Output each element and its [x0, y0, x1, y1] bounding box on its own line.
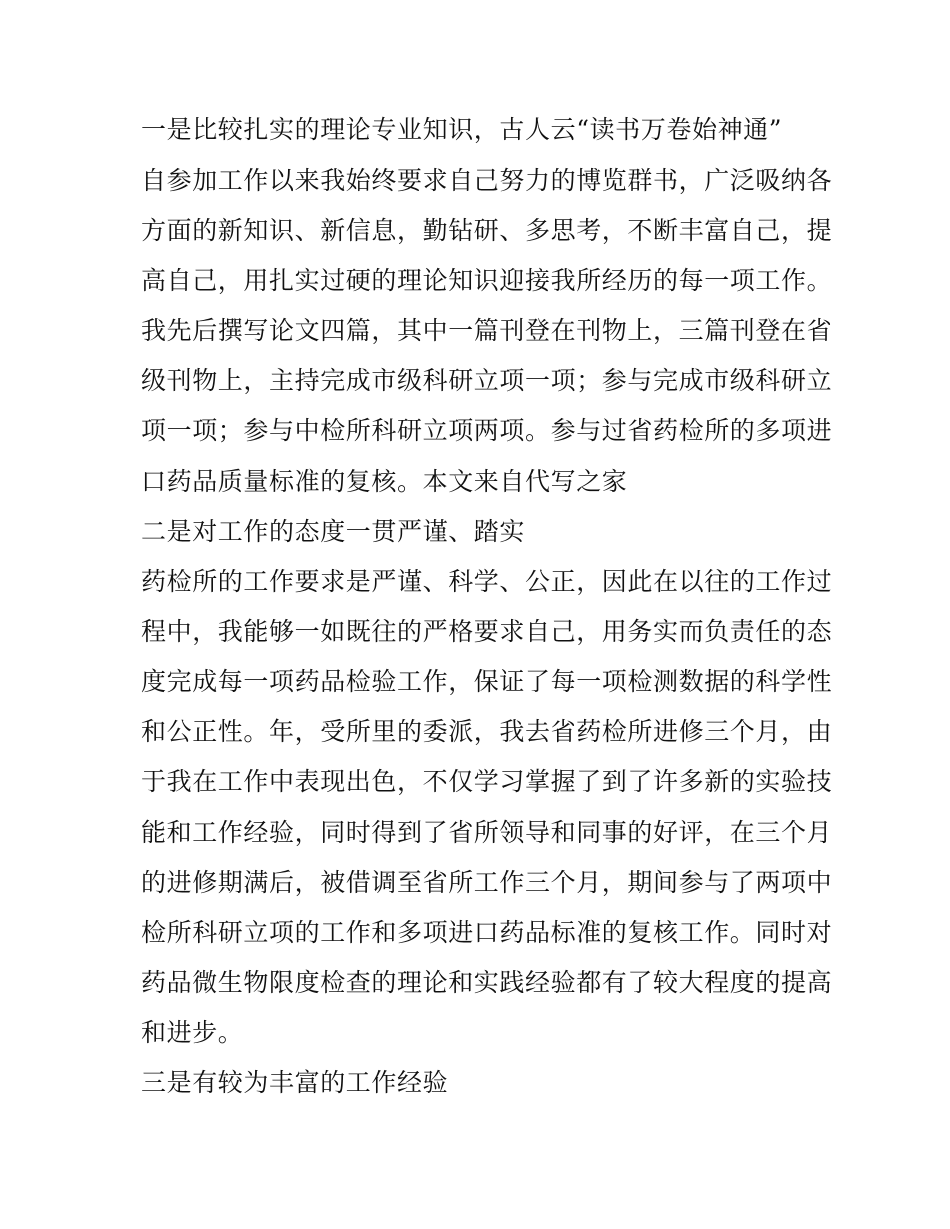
paragraph-line: 度完成每一项药品检验工作，保证了每一项检测数据的科学性: [141, 667, 833, 696]
paragraph-line: 高自己，用扎实过硬的理论知识迎接我所经历的每一项工作。: [141, 266, 833, 295]
paragraph-line: 和进步。: [141, 1018, 244, 1047]
paragraph-line: 的进修期满后，被借调至省所工作三个月，期间参与了两项中: [141, 868, 833, 897]
paragraph-line: 检所科研立项的工作和多项进口药品标准的复核工作。同时对: [141, 918, 833, 947]
heading-two: 二是对工作的态度一贯严谨、踏实: [141, 517, 526, 546]
paragraph-line: 项一项；参与中检所科研立项两项。参与过省药检所的多项进: [141, 416, 833, 445]
paragraph-line: 方面的新知识、新信息，勤钻研、多思考，不断丰富自己，提: [141, 216, 833, 245]
paragraph-line: 级刊物上，主持完成市级科研立项一项；参与完成市级科研立: [141, 366, 833, 395]
paragraph-line: 药品微生物限度检查的理论和实践经验都有了较大程度的提高: [141, 968, 833, 997]
paragraph-line: 和公正性。年，受所里的委派，我去省药检所进修三个月，由: [141, 717, 833, 746]
paragraph-line: 程中，我能够一如既往的严格要求自己，用务实而负责任的态: [141, 617, 833, 646]
paragraph-line: 自参加工作以来我始终要求自己努力的博览群书，广泛吸纳各: [141, 166, 833, 195]
heading-one: 一是比较扎实的理论专业知识，古人云“读书万卷始神通”: [141, 115, 783, 144]
paragraph-line: 药检所的工作要求是严谨、科学、公正，因此在以往的工作过: [141, 567, 833, 596]
paragraph-line: 我先后撰写论文四篇，其中一篇刊登在刊物上，三篇刊登在省: [141, 316, 833, 345]
paragraph-line: 口药品质量标准的复核。本文来自代写之家: [141, 467, 628, 496]
paragraph-line: 于我在工作中表现出色，不仅学习掌握了到了许多新的实验技: [141, 767, 833, 796]
paragraph-line: 能和工作经验，同时得到了省所领导和同事的好评，在三个月: [141, 818, 833, 847]
heading-three: 三是有较为丰富的工作经验: [141, 1068, 449, 1097]
